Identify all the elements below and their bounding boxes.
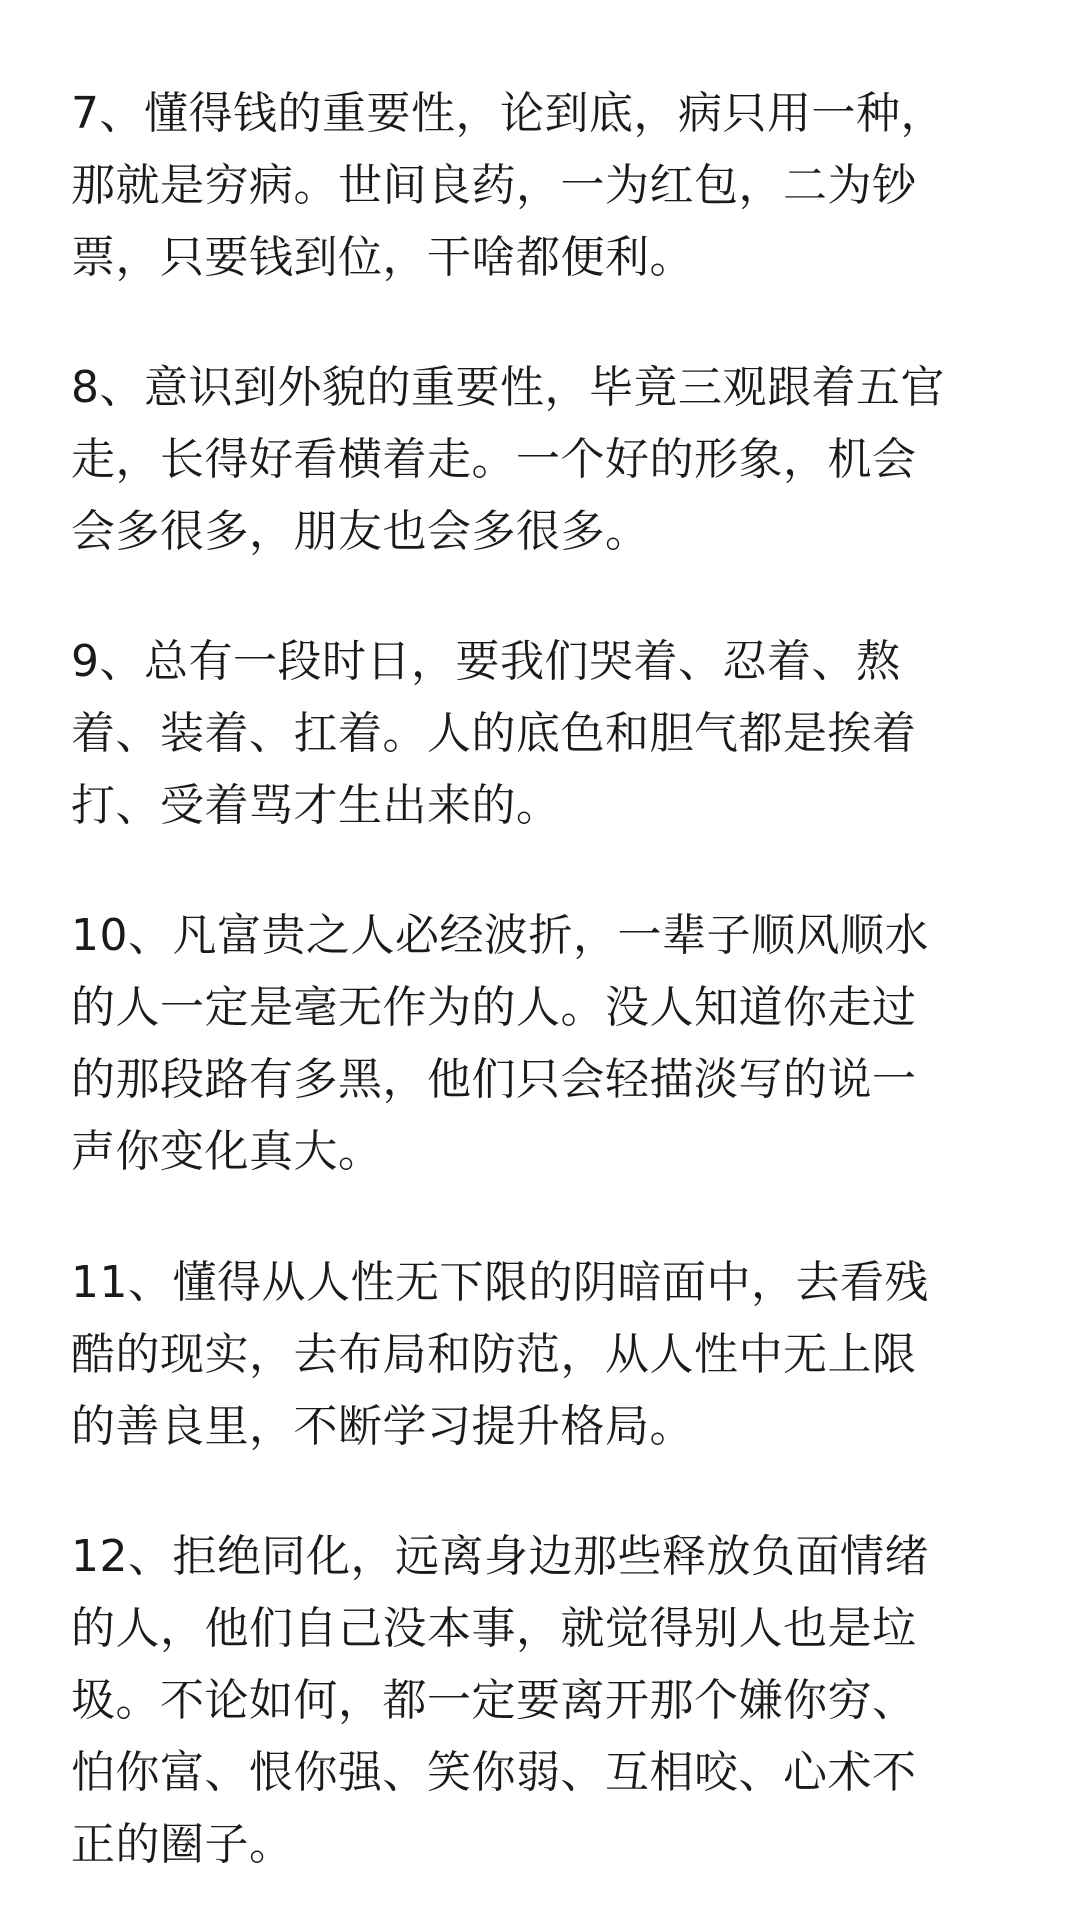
paragraph-12 <box>71 1521 1031 1881</box>
paragraph-line: 走，长得好看横着走。一个好的形象，机会 <box>71 434 917 485</box>
paragraph-line: 会多很多，朋友也会多很多。 <box>71 506 650 557</box>
paragraph-line: 的人一定是毫无作为的人。没人知道你走过 <box>71 982 917 1033</box>
paragraph-10 <box>71 900 1031 1188</box>
paragraph-line: 票，只要钱到位，干啥都便利。 <box>71 232 694 283</box>
paragraph-11 <box>71 1247 1031 1463</box>
paragraph-line: 着、装着、扛着。人的底色和胆气都是挨着 <box>71 708 917 759</box>
paragraph-line: 11、懂得从人性无下限的阴暗面中，去看残 <box>71 1257 929 1308</box>
paragraph-line: 10、凡富贵之人必经波折，一辈子顺风顺水 <box>71 910 929 961</box>
paragraph-line: 酷的现实，去布局和防范，从人性中无上限 <box>71 1329 917 1380</box>
paragraph-line: 的善良里，不断学习提升格局。 <box>71 1401 694 1452</box>
paragraph-line: 那就是穷病。世间良药，一为红包，二为钞 <box>71 160 917 211</box>
paragraph-8 <box>71 352 1031 568</box>
paragraph-line: 声你变化真大。 <box>71 1126 383 1177</box>
paragraph-line: 怕你富、恨你强、笑你弱、互相咬、心术不 <box>71 1747 917 1798</box>
paragraph-9 <box>71 626 1031 842</box>
paragraph-line: 的人，他们自己没本事，就觉得别人也是垃 <box>71 1603 917 1654</box>
paragraph-line: 打、受着骂才生出来的。 <box>71 780 561 831</box>
paragraph-line: 圾。不论如何，都一定要离开那个嫌你穷、 <box>71 1675 917 1726</box>
paragraph-line: 正的圈子。 <box>71 1819 294 1870</box>
paragraph-line: 8、意识到外貌的重要性，毕竟三观跟着五官 <box>71 362 945 413</box>
paragraph-7 <box>71 78 1031 294</box>
paragraph-line: 9、总有一段时日，要我们哭着、忍着、熬 <box>71 636 901 687</box>
paragraph-line: 的那段路有多黑，他们只会轻描淡写的说一 <box>71 1054 917 1105</box>
paragraph-line: 12、拒绝同化，远离身边那些释放负面情绪 <box>71 1531 929 1582</box>
paragraph-line: 7、懂得钱的重要性，论到底，病只用一种， <box>71 88 945 139</box>
